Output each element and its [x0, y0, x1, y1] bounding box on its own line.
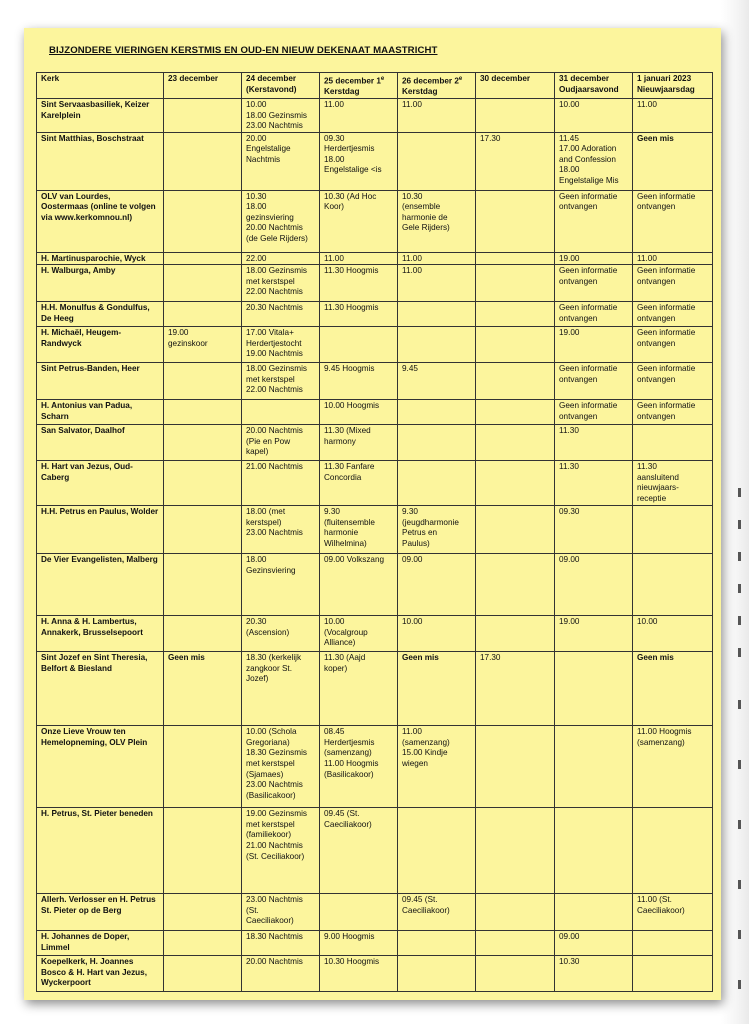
service-cell [476, 190, 555, 252]
service-cell: Geen informatie ontvangen [633, 327, 713, 363]
church-name-cell: H. Michaël, Heugem-Randwyck [37, 327, 164, 363]
service-cell: 11.00 [633, 252, 713, 265]
service-cell: 10.30 [555, 956, 633, 992]
service-cell [398, 808, 476, 894]
service-cell [164, 931, 242, 956]
service-cell: 10.30 18.00 gezinsviering 20.00 Nachtmis (de Gele Rijders) [242, 190, 320, 252]
church-name-cell: Sint Matthias, Boschstraat [37, 132, 164, 190]
service-cell [476, 98, 555, 132]
service-cell: 09.30 [555, 506, 633, 554]
service-cell [398, 461, 476, 506]
church-name-cell: Koepelkerk, H. Joannes Bosco & H. Hart van Jezus, Wyckerpoort [37, 956, 164, 992]
service-cell [476, 956, 555, 992]
service-cell [476, 327, 555, 363]
service-cell: Geen informatie ontvangen [633, 190, 713, 252]
service-cell: 22.00 [242, 252, 320, 265]
service-cell [476, 425, 555, 461]
church-name-cell: H. Hart van Jezus, Oud-Caberg [37, 461, 164, 506]
service-cell: 11.30 aansluitend nieuwjaars- receptie [633, 461, 713, 506]
service-cell [555, 894, 633, 931]
service-cell: 18.00 Gezinsviering [242, 554, 320, 616]
church-name-cell: Onze Lieve Vrouw ten Hemelopneming, OLV Plein [37, 726, 164, 808]
table-row [37, 956, 713, 992]
table-row [37, 726, 713, 808]
service-cell: 09.45 (St. Caeciliakoor) [398, 894, 476, 931]
service-cell [633, 808, 713, 894]
church-name-cell: H. Johannes de Doper, Limmel [37, 931, 164, 956]
service-cell [398, 302, 476, 327]
service-cell [164, 132, 242, 190]
table-row [37, 98, 713, 132]
service-cell: 9.00 Hoogmis [320, 931, 398, 956]
church-name-cell: H. Martinusparochie, Wyck [37, 252, 164, 265]
service-cell: 11.30 (Mixed harmony [320, 425, 398, 461]
table-row [37, 265, 713, 302]
service-cell: 09.00 [398, 554, 476, 616]
service-cell: 18.30 (kerkelijk zangkoor St. Jozef) [242, 652, 320, 726]
church-name-cell: Sint Jozef en Sint Theresia, Belfort & Biesland [37, 652, 164, 726]
service-cell [398, 956, 476, 992]
service-cell: 17.30 [476, 132, 555, 190]
service-cell [164, 506, 242, 554]
service-cell [164, 808, 242, 894]
service-cell [476, 400, 555, 425]
service-cell: Geen informatie ontvangen [555, 190, 633, 252]
service-cell [164, 726, 242, 808]
service-cell: 11.30 [555, 425, 633, 461]
header-row [37, 73, 713, 99]
church-name-cell: H. Antonius van Padua, Scharn [37, 400, 164, 425]
service-cell [476, 808, 555, 894]
table-row [37, 327, 713, 363]
service-cell [398, 400, 476, 425]
church-name-cell: H. Anna & H. Lambertus, Annakerk, Brusselsepoort [37, 616, 164, 652]
service-cell: 9.30 (fluitensemble harmonie Wilhelmina) [320, 506, 398, 554]
service-cell: 11.00 (samenzang) 15.00 Kindje wiegen [398, 726, 476, 808]
service-cell [476, 302, 555, 327]
service-cell [476, 363, 555, 400]
table-row [37, 894, 713, 931]
service-cell: 11.30 Hoogmis [320, 302, 398, 327]
service-cell: 10.00 Hoogmis [320, 400, 398, 425]
church-name-cell: OLV van Lourdes, Oostermaas (online te volgen via www.kerkomnou.nl) [37, 190, 164, 252]
service-cell [633, 425, 713, 461]
service-cell [164, 554, 242, 616]
column-header: 26 december 2e Kerstdag [398, 73, 476, 99]
service-cell: 19.00 [555, 327, 633, 363]
service-cell: Geen mis [633, 652, 713, 726]
service-cell [320, 894, 398, 931]
service-cell [555, 652, 633, 726]
table-row [37, 652, 713, 726]
service-cell: 11.30 Fanfare Concordia [320, 461, 398, 506]
service-cell: 18.00 Gezinsmis met kerstspel 22.00 Nachtmis [242, 265, 320, 302]
service-cell: 11.00 [320, 98, 398, 132]
service-cell: 11.00 [398, 265, 476, 302]
service-cell: Geen informatie ontvangen [555, 302, 633, 327]
table-row [37, 190, 713, 252]
service-cell: 10.00 (Vocalgroup Alliance) [320, 616, 398, 652]
service-cell: 11.00 Hoogmis (samenzang) [633, 726, 713, 808]
service-cell [633, 956, 713, 992]
table-row [37, 506, 713, 554]
service-cell [555, 808, 633, 894]
column-header: 25 december 1e Kerstdag [320, 73, 398, 99]
church-name-cell: H. Petrus, St. Pieter beneden [37, 808, 164, 894]
service-cell [164, 425, 242, 461]
service-cell [398, 931, 476, 956]
service-cell [164, 363, 242, 400]
service-cell: 09.30 Herdertjesmis 18.00 Engelstalige <is [320, 132, 398, 190]
service-cell [476, 554, 555, 616]
table-row [37, 931, 713, 956]
service-cell [398, 132, 476, 190]
service-cell: 10.30 Hoogmis [320, 956, 398, 992]
church-name-cell: Sint Servaasbasiliek, Keizer Karelplein [37, 98, 164, 132]
service-cell [398, 327, 476, 363]
service-cell: 11.45 17.00 Adoration and Confession 18.00 Engelstalige Mis [555, 132, 633, 190]
service-cell: 11.30 (Aajd koper) [320, 652, 398, 726]
service-cell: 9.30 (jeugdharmonie Petrus en Paulus) [398, 506, 476, 554]
service-cell: Geen informatie ontvangen [555, 265, 633, 302]
church-name-cell: San Salvator, Daalhof [37, 425, 164, 461]
service-cell: Geen informatie ontvangen [633, 363, 713, 400]
service-cell [476, 506, 555, 554]
service-cell: 20.00 Nachtmis (Pie en Pow kapel) [242, 425, 320, 461]
column-header: 24 december (Kerstavond) [242, 73, 320, 99]
service-cell [164, 400, 242, 425]
service-cell: 21.00 Nachtmis [242, 461, 320, 506]
column-header: Kerk [37, 73, 164, 99]
service-cell: 18.00 Gezinsmis met kerstspel 22.00 Nachtmis [242, 363, 320, 400]
service-cell: 10.00 (Schola Gregoriana) 18.30 Gezinsmis met kerstspel (Sjamaes) 23.00 Nachtmis (Basilicakoor) [242, 726, 320, 808]
service-cell: 23.00 Nachtmis (St. Caeciliakoor) [242, 894, 320, 931]
service-cell: 20.00 Nachtmis [242, 956, 320, 992]
service-cell [164, 956, 242, 992]
service-cell: Geen informatie ontvangen [555, 363, 633, 400]
service-cell: 19.00 [555, 616, 633, 652]
service-cell: 08.45 Herdertjesmis (samenzang) 11.00 Hoogmis (Basilicakoor) [320, 726, 398, 808]
service-cell [476, 931, 555, 956]
service-cell: 09.45 (St. Caeciliakoor) [320, 808, 398, 894]
service-cell: Geen informatie ontvangen [633, 265, 713, 302]
service-cell [164, 616, 242, 652]
service-cell [476, 894, 555, 931]
service-cell [476, 461, 555, 506]
service-cell: 20.00 Engelstalige Nachtmis [242, 132, 320, 190]
church-name-cell: De Vier Evangelisten, Malberg [37, 554, 164, 616]
table-row [37, 461, 713, 506]
church-name-cell: H.H. Monulfus & Gondulfus, De Heeg [37, 302, 164, 327]
service-cell: 11.00 [398, 252, 476, 265]
church-name-cell: H. Walburga, Amby [37, 265, 164, 302]
service-cell: 10.30 (ensemble harmonie de Gele Rijders) [398, 190, 476, 252]
column-header: 30 december [476, 73, 555, 99]
table-row [37, 400, 713, 425]
table-row [37, 252, 713, 265]
service-cell [164, 461, 242, 506]
service-cell [633, 506, 713, 554]
service-cell [555, 726, 633, 808]
service-cell: 9.45 [398, 363, 476, 400]
service-cell: 17.30 [476, 652, 555, 726]
service-cell: 09.00 [555, 554, 633, 616]
service-cell: 10.00 [398, 616, 476, 652]
service-cell: 11.00 [398, 98, 476, 132]
service-cell: 11.00 [320, 252, 398, 265]
service-cell: 10.00 [555, 98, 633, 132]
service-cell: 09.00 [555, 931, 633, 956]
service-cell [476, 265, 555, 302]
service-cell [242, 400, 320, 425]
service-cell: 10.30 (Ad Hoc Koor) [320, 190, 398, 252]
table-row [37, 132, 713, 190]
service-cell [164, 302, 242, 327]
service-cell: Geen mis [633, 132, 713, 190]
table-row [37, 616, 713, 652]
service-cell [633, 554, 713, 616]
service-cell: 19.00 [555, 252, 633, 265]
service-cell [398, 425, 476, 461]
church-name-cell: H.H. Petrus en Paulus, Wolder [37, 506, 164, 554]
table-row [37, 302, 713, 327]
service-cell: 20.30 Nachtmis [242, 302, 320, 327]
service-cell [633, 931, 713, 956]
service-cell [164, 252, 242, 265]
service-cell [164, 265, 242, 302]
table-row [37, 554, 713, 616]
church-name-cell: Sint Petrus-Banden, Heer [37, 363, 164, 400]
service-cell: 19.00 gezinskoor [164, 327, 242, 363]
page-edge [721, 0, 749, 1024]
service-cell: 18.30 Nachtmis [242, 931, 320, 956]
document-page [24, 28, 721, 1000]
table-row [37, 425, 713, 461]
service-cell: 10.00 [633, 616, 713, 652]
service-cell: 18.00 (met kerstspel) 23.00 Nachtmis [242, 506, 320, 554]
service-cell: 11.30 Hoogmis [320, 265, 398, 302]
service-cell: 9.45 Hoogmis [320, 363, 398, 400]
service-cell: 11.00 [633, 98, 713, 132]
service-cell: 09.00 Volkszang [320, 554, 398, 616]
service-cell [164, 98, 242, 132]
service-cell [476, 616, 555, 652]
service-cell: Geen informatie ontvangen [633, 302, 713, 327]
document-title: BIJZONDERE VIERINGEN KERSTMIS EN OUD-EN NIEUW DEKENAAT MAASTRICHT [49, 45, 438, 56]
service-cell [476, 252, 555, 265]
service-cell [320, 327, 398, 363]
table-row [37, 363, 713, 400]
service-cell: Geen informatie ontvangen [633, 400, 713, 425]
service-cell: 11.30 [555, 461, 633, 506]
service-cell: 10.00 18.00 Gezinsmis 23.00 Nachtmis [242, 98, 320, 132]
service-cell: 19.00 Gezinsmis met kerstspel (familiekoor) 21.00 Nachtmis (St. Ceciliakoor) [242, 808, 320, 894]
service-cell: Geen informatie ontvangen [555, 400, 633, 425]
service-cell: 20.30 (Ascension) [242, 616, 320, 652]
table-row [37, 808, 713, 894]
column-header: 31 december Oudjaarsavond [555, 73, 633, 99]
service-cell [164, 894, 242, 931]
service-cell [164, 190, 242, 252]
column-header: 1 januari 2023 Nieuwjaarsdag [633, 73, 713, 99]
church-name-cell: Allerh. Verlosser en H. Petrus St. Pieter op de Berg [37, 894, 164, 931]
service-cell: 11.00 (St. Caeciliakoor) [633, 894, 713, 931]
service-cell: Geen mis [398, 652, 476, 726]
schedule-table [36, 72, 713, 992]
service-cell [476, 726, 555, 808]
service-cell: Geen mis [164, 652, 242, 726]
column-header: 23 december [164, 73, 242, 99]
service-cell: 17.00 Vitala+ Herdertjestocht 19.00 Nachtmis [242, 327, 320, 363]
